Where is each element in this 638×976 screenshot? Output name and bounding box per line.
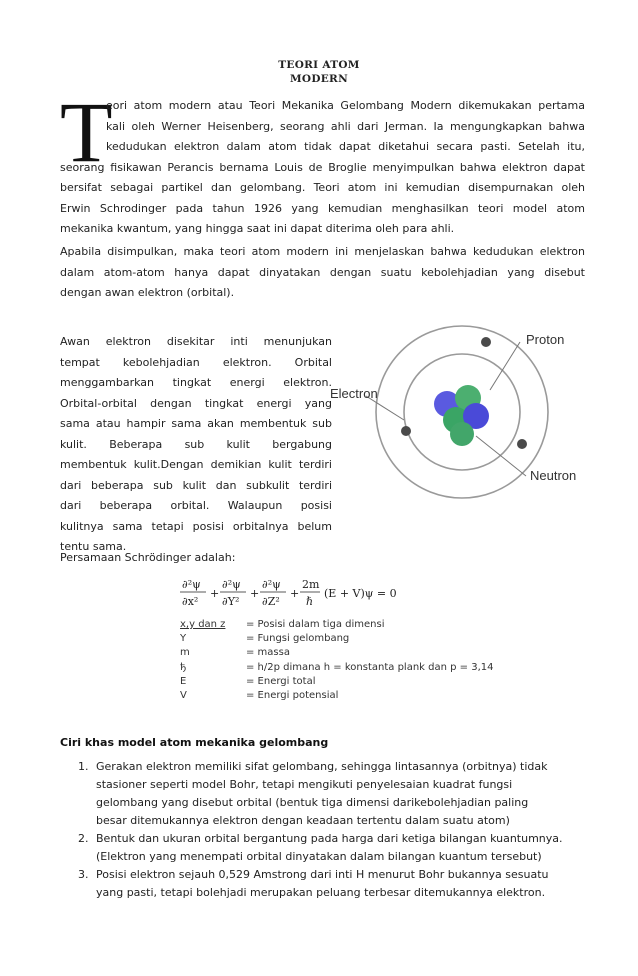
electron-label: Electron [330, 386, 378, 401]
equation-graphic [180, 575, 420, 615]
intro-line: Erwin Schrodinger pada tahun 1926 yang kemudian menghasilkan teori model atom [60, 201, 585, 215]
list-line: stasioner seperti model Bohr, tetapi mengikuti penyelesaian kuadrat fungsi [96, 778, 513, 791]
list-line: besar ditemukannya elektron dengan keadaan tertentu dalam suatu atom) [96, 814, 510, 827]
intro-line: mekanika kwantum, yang hingga saat ini dapat diterima oleh para ahli. [60, 222, 455, 235]
list-line: gelombang yang disebut orbital (bentuk tiga dimensi darikebolehjadian paling [96, 796, 529, 809]
list-line: Gerakan elektron memiliki sifat gelombang, sehingga lintasannya (orbitnya) tidak [96, 760, 548, 773]
intro-line: bersifat sebagai partikel dan gelombang. Teori atom ini kemudian disempurnakan oleh [60, 181, 585, 194]
svg-text:∂Y²: ∂Y² [222, 595, 240, 608]
list-line: Bentuk dan ukuran orbital bergantung pada harga dari ketiga bilangan kuantumnya. [96, 832, 563, 845]
intro-line: eori atom modern atau Teori Mekanika Gelombang Modern dikemukakan pertama [106, 99, 585, 112]
title-line-1: TEORI ATOM [278, 59, 360, 71]
title-line-2: MODERN [289, 73, 348, 85]
list-number: 1. [78, 760, 89, 773]
svg-text:(E + V)ψ = 0: (E + V)ψ = 0 [324, 587, 397, 600]
summary-paragraph [60, 242, 585, 304]
legend-desc: = massa [246, 647, 290, 659]
legend-desc: = Fungsi gelombang [246, 633, 350, 645]
electron-dot [401, 426, 411, 436]
legend-symbol: x,y dan z [180, 619, 226, 630]
list-item [78, 866, 588, 902]
svg-text:+: + [210, 587, 220, 600]
cloud-line: Orbital-orbital dengan tingkat energi yang [60, 396, 332, 410]
svg-text:∂²ψ: ∂²ψ [182, 578, 201, 591]
svg-text:∂Z²: ∂Z² [262, 595, 280, 608]
cloud-line: sama atau hampir sama akan membentuk sub [60, 417, 332, 430]
legend-desc: = h/2p dimana h = konstanta plank dan p = 3,14 [246, 661, 494, 673]
drop-cap: T [60, 84, 113, 180]
electron-dot [517, 439, 527, 449]
cloud-line: membentuk kulit.Dengan demikian kulit terdiri [60, 458, 332, 471]
legend-row [180, 618, 494, 632]
list-line: yang pasti, tetapi bolehjadi merupakan peluang terbesar ditemukannya elektron. [96, 886, 546, 899]
cloud-line: menggambarkan tingkat energi elektron. [60, 376, 332, 389]
svg-text:∂x²: ∂x² [182, 595, 199, 608]
ciri-list [78, 758, 588, 902]
cloud-line: kulit. Beberapa sub kulit bergabung [60, 437, 332, 451]
schrodinger-intro [60, 548, 360, 569]
list-line: Posisi elektron sejauh 0,529 Amstrong dari inti H menurut Bohr bukannya sesuatu [96, 868, 549, 881]
intro-paragraph-full [60, 158, 585, 240]
intro-line: seorang fisikawan Perancis bernama Louis de Broglie menyimpulkan bahwa elektron dapat [60, 160, 585, 174]
svg-text:ℏ: ℏ [306, 595, 314, 608]
equation-text: ∂²ψ/∂x² + ∂²ψ/∂Y² + ∂²ψ/∂Z² + 2m/ℏ (E + V)ψ = 0 [180, 575, 205, 576]
legend-row [180, 632, 494, 646]
cloud-line: kulitnya sama tetapi posisi orbitalnya belum [60, 519, 332, 533]
atom-diagram [330, 320, 600, 520]
svg-text:∂²ψ: ∂²ψ [262, 578, 281, 591]
svg-text:+: + [250, 587, 260, 600]
intro-line: kali oleh Werner Heisenberg, seorang ahli dari Jerman. Ia mengungkapkan bahwa [106, 119, 585, 133]
legend-symbol: m [180, 647, 190, 659]
neutron-label: Neutron [530, 468, 577, 483]
legend-symbol: E [180, 675, 187, 687]
intro-line: kedudukan elektron dalam atom tidak dapat diketahui secara pasti. Setelah itu, [106, 140, 585, 153]
proton-pointer [490, 342, 520, 390]
legend-row [180, 646, 494, 660]
summary-line: dengan awan elektron (orbital). [60, 286, 235, 299]
equation-legend [180, 618, 494, 703]
svg-text:+: + [290, 587, 300, 600]
legend-desc: = Posisi dalam tiga dimensi [246, 619, 385, 630]
electron-dot [481, 337, 491, 347]
list-item [78, 758, 588, 830]
svg-text:∂²ψ: ∂²ψ [222, 578, 241, 591]
legend-symbol: Y [180, 633, 187, 645]
ciri-heading: Ciri khas model atom mekanika gelombang [60, 736, 329, 749]
legend-row [180, 689, 494, 703]
legend-symbol: ђ [180, 661, 187, 673]
legend-symbol: V [180, 690, 187, 702]
list-number: 2. [78, 832, 89, 845]
neutron-ball [450, 422, 474, 446]
svg-text:2m: 2m [302, 578, 320, 591]
cloud-line: dari beberapa orbital. Walaupun posisi [60, 499, 332, 512]
legend-desc: = Energi potensial [246, 690, 339, 702]
list-number: 3. [78, 868, 89, 881]
cloud-line: dari beberapa sub kulit dan subkulit terdiri [60, 478, 332, 492]
summary-line: Apabila disimpulkan, maka teori atom modern ini menjelaskan bahwa kedudukan elektron [60, 245, 585, 258]
schrodinger-intro-text: Persamaan Schrödinger adalah: [60, 551, 236, 564]
schrodinger-equation [180, 575, 420, 619]
document-title [0, 58, 638, 86]
list-item [78, 830, 588, 866]
cloud-line: tentu sama. [60, 540, 127, 553]
legend-desc: = Energi total [246, 675, 316, 687]
cloud-paragraph [60, 332, 332, 558]
intro-paragraph-indented [106, 96, 585, 158]
cloud-line: tempat kebolehjadian elektron. Orbital [60, 355, 332, 369]
cloud-line: Awan elektron disekitar inti menunjukan [60, 335, 332, 348]
summary-line: dalam atom-atom hanya dapat dinyatakan dengan suatu kebolehjadian yang disebut [60, 265, 585, 279]
legend-row [180, 675, 494, 689]
legend-row [180, 661, 494, 675]
proton-label: Proton [526, 332, 565, 347]
list-line: (Elektron yang menempati orbital dinyatakan dalam bilangan kuantum tersebut) [96, 850, 542, 863]
